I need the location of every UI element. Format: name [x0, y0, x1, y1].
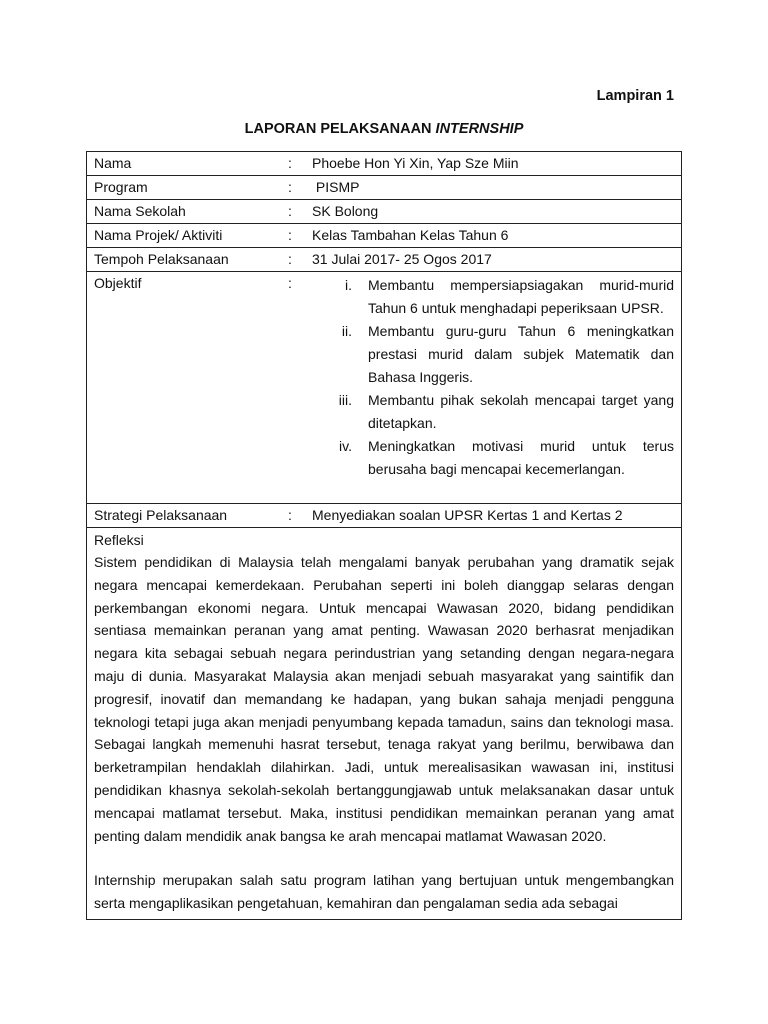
- objective-number: i.: [345, 277, 352, 293]
- row-colon: :: [281, 248, 305, 272]
- row-value: Menyediakan soalan UPSR Kertas 1 and Kertas 2: [305, 504, 682, 528]
- row-label: Strategi Pelaksanaan: [87, 504, 282, 528]
- row-label: Nama: [87, 152, 282, 176]
- row-colon: :: [281, 200, 305, 224]
- objective-number: ii.: [341, 323, 352, 339]
- row-value: 31 Julai 2017- 25 Ogos 2017: [305, 248, 682, 272]
- title-italic: INTERNSHIP: [435, 121, 524, 137]
- report-form-table: [86, 151, 682, 920]
- row-label: Tempoh Pelaksanaan: [87, 248, 282, 272]
- row-colon: :: [281, 176, 305, 200]
- reflection-heading: Refleksi: [94, 532, 144, 548]
- row-colon: :: [281, 272, 305, 504]
- row-strategi: [87, 504, 682, 528]
- row-value: Phoebe Hon Yi Xin, Yap Sze Miin: [305, 152, 682, 176]
- row-objektif: [87, 272, 682, 504]
- reflection-paragraph: Sistem pendidikan di Malaysia telah mengalami banyak perubahan yang dramatik sejak negara mencapai kemerdekaan. Perubahan seperti ini boleh dianggap selaras dengan perkembangan ekonomi negara. Untuk mencapai Wawasan 2020, bidang pendidikan sentiasa memainkan peranan yang amat penting. Wawasan 2020 berhasrat menjadikan negara kita sebagai sebuah negara perindustrian yang setanding dengan negara-negara maju di dunia. Masyarakat Malaysia akan menjadi sebuah masyarakat yang saintifik dan progresif, inovatif dan memandang ke hadapan, yang bukan sahaja menjadi pengguna teknologi tetapi juga akan menjadi penyumbang kepada tamadun, sains dan teknologi masa. Sebagai langkah memenuhi hasrat tersebut, tenaga rakyat yang berilmu, berwibawa dan berketrampilan hendaklah dilahirkan. Jadi, untuk merealisasikan wawasan ini, institusi pendidikan khasnya sekolah-sekolah bertanggungjawab untuk melaksanakan dasar untuk mencapai matlamat tersebut. Maka, institusi pendidikan memainkan peranan yang amat penting dalam mendidik anak bangsa ke arah mencapai matlamat Wawasan 2020.: [94, 554, 674, 844]
- objective-text: Membantu guru-guru Tahun 6 meningkatkan prestasi murid dalam subjek Matematik dan Bahasa Inggeris.: [368, 323, 674, 385]
- reflection-cell: [87, 528, 682, 920]
- appendix-label: Lampiran 1: [596, 88, 674, 104]
- objective-text: Membantu mempersiapsiagakan murid-murid Tahun 6 untuk menghadapi peperiksaan UPSR.: [368, 277, 674, 316]
- objective-text: Meningkatkan motivasi murid untuk terus berusaha bagi mencapai kecemerlangan.: [368, 438, 674, 477]
- report-title: [0, 121, 768, 137]
- row-tempoh: [87, 248, 682, 272]
- objective-number: iv.: [339, 438, 352, 454]
- objective-number: iii.: [338, 392, 352, 408]
- objective-item: [312, 389, 674, 435]
- row-label: Nama Projek/ Aktiviti: [87, 224, 282, 248]
- row-nama-sekolah: [87, 200, 682, 224]
- row-value: Kelas Tambahan Kelas Tahun 6: [305, 224, 682, 248]
- row-label: Program: [87, 176, 282, 200]
- row-nama-projek: [87, 224, 682, 248]
- row-refleksi: [87, 528, 682, 920]
- row-label: Nama Sekolah: [87, 200, 282, 224]
- row-colon: :: [281, 152, 305, 176]
- objective-list: [312, 274, 674, 481]
- row-label: Objektif: [87, 272, 282, 504]
- row-colon: :: [281, 224, 305, 248]
- title-main: LAPORAN PELAKSANAAN: [244, 121, 436, 137]
- row-value: PISMP: [305, 176, 682, 200]
- objective-text: Membantu pihak sekolah mencapai target yang ditetapkan.: [368, 392, 674, 431]
- reflection-paragraph: Internship merupakan salah satu program latihan yang bertujuan untuk mengembangkan serta mengaplikasikan pengetahuan, kemahiran dan pengalaman sedia ada sebagai: [94, 872, 674, 912]
- objective-item: [312, 274, 674, 320]
- row-colon: :: [281, 504, 305, 528]
- objective-item: [312, 320, 674, 389]
- row-nama: [87, 152, 682, 176]
- row-program: [87, 176, 682, 200]
- row-value: SK Bolong: [305, 200, 682, 224]
- objective-list-cell: [305, 272, 682, 504]
- objective-item: [312, 435, 674, 481]
